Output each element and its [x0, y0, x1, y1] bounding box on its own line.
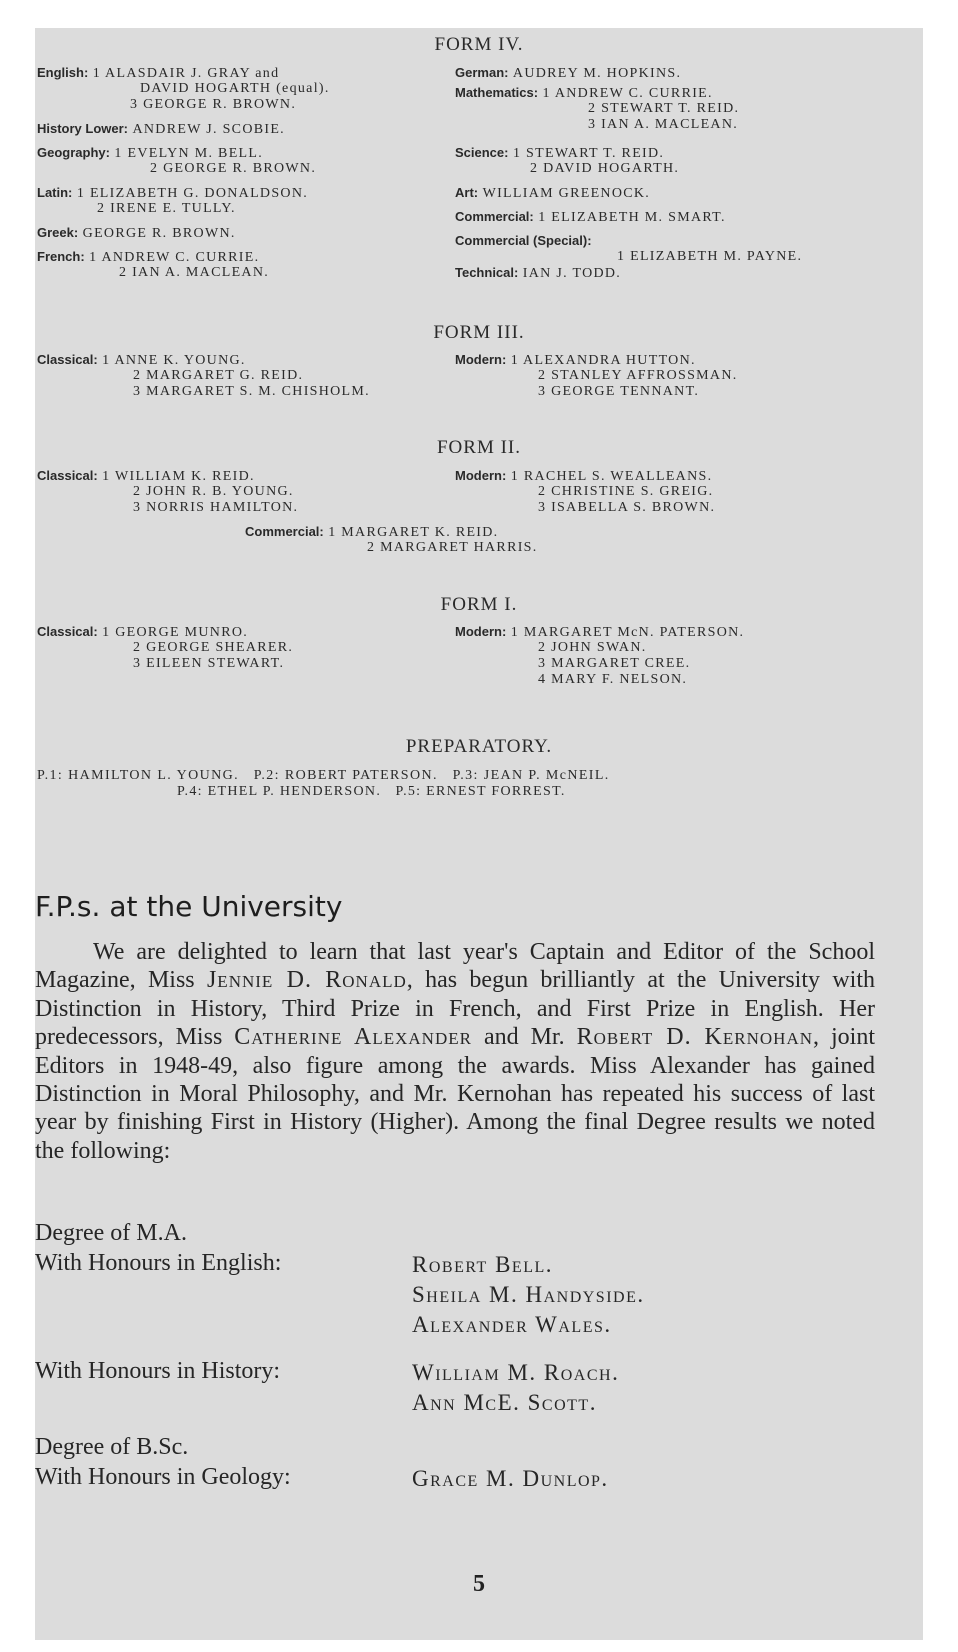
form-3-heading: FORM III.	[433, 322, 525, 343]
fps-paragraph: We are delighted to learn that last year's Captain and Editor of the School Magazine, Miss Jennie D. Ronald, has begun brilliantly at the University with Distinction in History, Third Prize in French, and First Prize in English. Her predecessors, Miss Catherine Alexander and Mr. Robert D. Kernohan, joint Editors in 1948-49, also figure among the awards. Miss Alexander has gained Distinction in Moral Philosophy, and Mr. Kernohan has repeated his success of last year by finishing First in History (Higher). Among the final Degree results we noted the following:	[35, 939, 875, 1164]
form4-greek: Greek: GEORGE R. BROWN.	[37, 225, 236, 241]
form1-modern-line4: 4 MARY F. NELSON.	[538, 672, 688, 687]
form4-geography: Geography: 1 EVELYN M. BELL.	[37, 145, 264, 161]
form2-classical-line3: 3 NORRIS HAMILTON.	[133, 500, 299, 515]
magazine-page	[35, 28, 923, 1640]
graduate-name: Alexander Wales.	[412, 1312, 612, 1337]
form4-english-line3: 3 GEORGE R. BROWN.	[130, 97, 297, 112]
form-4-heading: FORM IV.	[434, 34, 524, 55]
form2-modern: Modern: 1 RACHEL S. WEALLEANS.	[455, 468, 713, 484]
form3-classical-line2: 2 MARGARET G. REID.	[133, 368, 304, 383]
form4-german: German: AUDREY M. HOPKINS.	[455, 65, 682, 81]
form4-technical: Technical: IAN J. TODD.	[455, 265, 622, 281]
fps-section-title: F.P.s. at the University	[35, 890, 343, 923]
bsc-degree-heading: Degree of B.Sc.	[35, 1434, 189, 1460]
form1-modern: Modern: 1 MARGARET McN. PATERSON.	[455, 624, 745, 640]
form4-commercial: Commercial: 1 ELIZABETH M. SMART.	[455, 209, 726, 225]
graduate-name: Sheila M. Handyside.	[412, 1282, 645, 1307]
graduate-name: Grace M. Dunlop.	[412, 1466, 609, 1491]
preparatory-line-2: P.4: ETHEL P. HENDERSON. P.5: ERNEST FORREST.	[177, 784, 566, 799]
form4-latin-line2: 2 IRENE E. TULLY.	[97, 201, 236, 216]
preparatory-line-1: P.1: HAMILTON L. YOUNG. P.2: ROBERT PATERSON. P.3: JEAN P. McNEIL.	[37, 768, 610, 783]
form-2-heading: FORM II.	[436, 437, 521, 458]
form4-science: Science: 1 STEWART T. REID.	[455, 145, 665, 161]
form2-commercial-line2: 2 MARGARET HARRIS.	[367, 540, 538, 555]
form4-english-line2: DAVID HOGARTH (equal).	[140, 81, 330, 96]
form4-mathematics-line2: 2 STEWART T. REID.	[588, 101, 740, 116]
form3-classical-line3: 3 MARGARET S. M. CHISHOLM.	[133, 384, 370, 399]
form3-classical: Classical: 1 ANNE K. YOUNG.	[37, 352, 246, 368]
form4-science-line2: 2 DAVID HOGARTH.	[530, 161, 680, 176]
page-number: 5	[473, 1571, 485, 1597]
form2-classical-line2: 2 JOHN R. B. YOUNG.	[133, 484, 294, 499]
form2-classical: Classical: 1 WILLIAM K. REID.	[37, 468, 255, 484]
form4-art: Art: WILLIAM GREENOCK.	[455, 185, 651, 201]
person-name: Jennie D. Ronald	[206, 967, 407, 994]
person-name: Robert D. Kernohan	[576, 1024, 813, 1051]
form3-modern: Modern: 1 ALEXANDRA HUTTON.	[455, 352, 696, 368]
form4-history: History Lower: ANDREW J. SCOBIE.	[37, 121, 285, 137]
graduate-name: Robert Bell.	[412, 1252, 553, 1277]
form4-french: French: 1 ANDREW C. CURRIE.	[37, 249, 260, 265]
form4-geography-line2: 2 GEORGE R. BROWN.	[150, 161, 317, 176]
form4-french-line2: 2 IAN A. MACLEAN.	[119, 265, 270, 280]
preparatory-heading: PREPARATORY.	[405, 736, 553, 757]
form3-modern-line2: 2 STANLEY AFFROSSMAN.	[538, 368, 738, 383]
form4-mathematics: Mathematics: 1 ANDREW C. CURRIE.	[455, 85, 713, 101]
form2-commercial: Commercial: 1 MARGARET K. REID.	[245, 524, 499, 540]
ma-degree-heading: Degree of M.A.	[35, 1220, 187, 1246]
graduate-name: Ann McE. Scott.	[412, 1390, 597, 1415]
english-honours-label: With Honours in English:	[35, 1250, 282, 1276]
form4-english: English: 1 ALASDAIR J. GRAY and	[37, 65, 280, 81]
geology-honours-label: With Honours in Geology:	[35, 1464, 291, 1490]
graduate-name: William M. Roach.	[412, 1360, 620, 1385]
form3-modern-line3: 3 GEORGE TENNANT.	[538, 384, 700, 399]
form4-mathematics-line3: 3 IAN A. MACLEAN.	[588, 117, 739, 132]
form1-classical: Classical: 1 GEORGE MUNRO.	[37, 624, 249, 640]
form1-modern-line2: 2 JOHN SWAN.	[538, 640, 647, 655]
form4-commercial-special: Commercial (Special):	[455, 233, 592, 248]
history-honours-label: With Honours in History:	[35, 1358, 281, 1384]
form2-modern-line2: 2 CHRISTINE S. GREIG.	[538, 484, 714, 499]
form4-latin: Latin: 1 ELIZABETH G. DONALDSON.	[37, 185, 309, 201]
form1-modern-line3: 3 MARGARET CREE.	[538, 656, 691, 671]
form4-commercial-special-line2: 1 ELIZABETH M. PAYNE.	[617, 249, 803, 264]
person-name: Catherine Alexander	[234, 1024, 472, 1051]
form2-modern-line3: 3 ISABELLA S. BROWN.	[538, 500, 716, 515]
form-1-heading: FORM I.	[440, 594, 518, 615]
form1-classical-line3: 3 EILEEN STEWART.	[133, 656, 285, 671]
form1-classical-line2: 2 GEORGE SHEARER.	[133, 640, 294, 655]
